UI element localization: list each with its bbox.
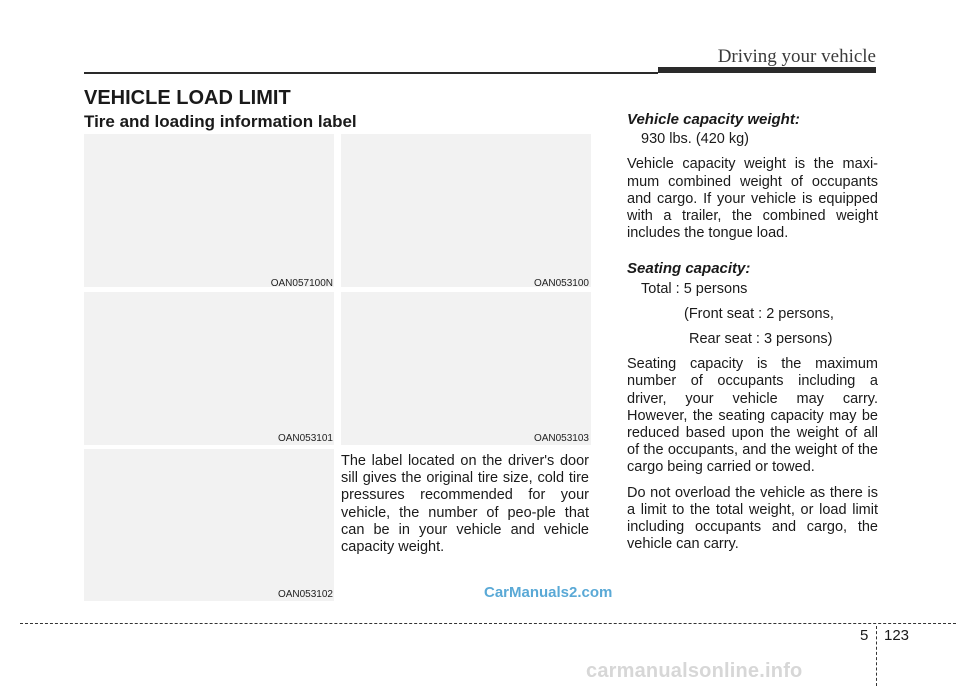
seating-rear: Rear seat : 3 persons) [689, 331, 833, 348]
page-title: VEHICLE LOAD LIMIT [84, 87, 291, 109]
figure-image [341, 292, 591, 445]
seating-heading: Seating capacity: [627, 260, 751, 278]
seating-front: (Front seat : 2 persons, [684, 305, 834, 322]
capacity-weight-description: Vehicle capacity weight is the maxi-mum combined weight of occupants and cargo. If your vehicle is equipped with a trailer, the combined weight includes the tongue load. [627, 156, 878, 242]
label-description [341, 453, 589, 564]
watermark: CarManuals2.com [484, 584, 613, 601]
overload-warning: Do not overload the vehicle as there is a limit to the total weight, or load limit including occupants and cargo, the vehicle can carry. [627, 484, 878, 553]
figure-code: OAN057100N [270, 278, 333, 289]
section-header: Driving your vehicle [717, 46, 876, 67]
figure-code: OAN053101 [277, 433, 333, 444]
figure-image [84, 292, 334, 445]
subheading: Tire and loading information label [84, 112, 357, 131]
figure-code: OAN053103 [533, 433, 589, 444]
page-number: 123 [884, 627, 910, 644]
right-column [627, 111, 878, 561]
seating-description: Seating capacity is the maximum number of occupants including a driver, your vehicle may carry. However, the seating capacity may be reduced based upon the weight of all of the occupants, and the weight of the cargo being carried or towed. [627, 356, 878, 476]
label-paragraph: The label located on the driver's door sill gives the original tire size, cold tire pressures recommended for your vehicle, the number of peo-ple that can be in your vehicle and vehicle capacity weight. [341, 453, 589, 556]
header-rule-accent [658, 67, 876, 73]
figure-image [341, 134, 591, 287]
footer-url: carmanualsonline.info [586, 660, 803, 682]
header-rule [84, 72, 658, 74]
footer-rule [20, 623, 956, 624]
figure-image [84, 449, 334, 601]
figure-image [84, 134, 334, 287]
capacity-weight-value: 930 lbs. (420 kg) [641, 131, 750, 148]
figure-code: OAN053100 [533, 278, 589, 289]
page-divider [876, 626, 877, 686]
seating-total: Total : 5 persons [641, 280, 748, 297]
figure-code: OAN053102 [277, 589, 333, 600]
chapter-number: 5 [860, 627, 869, 644]
capacity-weight-heading: Vehicle capacity weight: [627, 111, 800, 128]
